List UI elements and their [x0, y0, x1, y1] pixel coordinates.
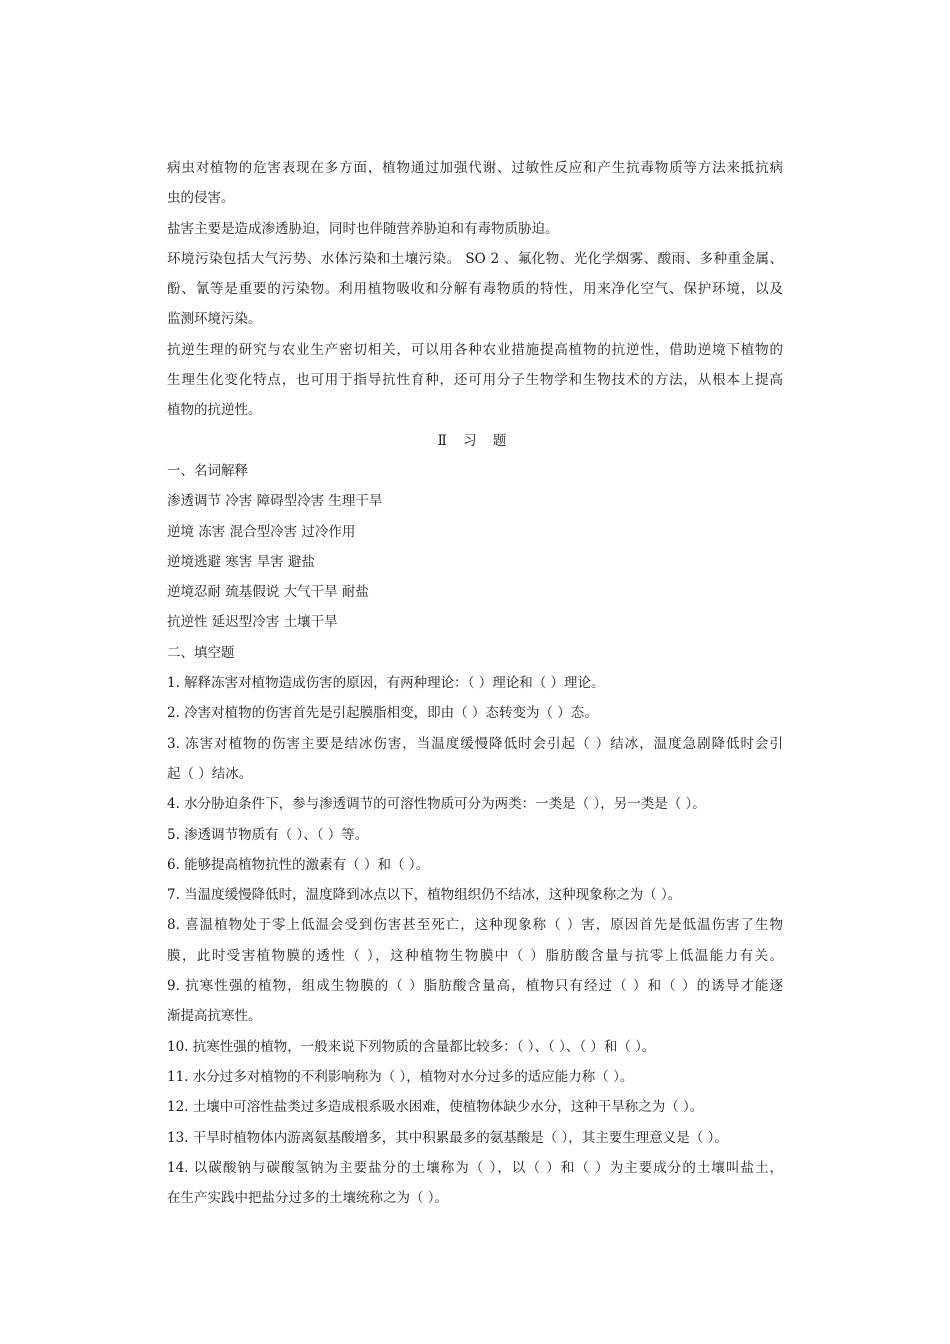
fill-list: [167, 668, 783, 1213]
question-line: 12. 土壤中可溶性盐类过多造成根系吸水困难，使植物体缺少水分，这种干旱称之为（ ）。: [167, 1099, 704, 1116]
terms-line: 逆境 冻害 混合型冷害 过冷作用: [167, 523, 356, 540]
paragraph-line: 环境污染包括大气污势、水体污染和土壤污染。 SO 2 、氟化物、光化学烟雾、酸雨、多种重金属、: [167, 250, 783, 267]
terms-line: 逆境逃避 寒害 旱害 避盐: [167, 553, 315, 570]
paragraph-line: 生理生化变化特点，也可用于指导抗性育种，还可用分子生物学和生物技术的方法，从根本上提高: [167, 372, 783, 389]
question-line: 4. 水分胁迫条件下，参与渗透调节的可溶性物质可分为两类：一类是（ ），另一类是（ ）。: [167, 796, 706, 813]
question-line: 1. 解释冻害对植物造成伤害的原因，有两种理论：（ ）理论和（ ）理论。: [167, 675, 605, 692]
paragraph-line: 抗逆生理的研究与农业生产密切相关，可以用各种农业措施提高植物的抗逆性，借助逆境下植物的: [167, 341, 783, 358]
question-line: 2. 冷害对植物的伤害首先是引起膜脂相变，即由（ ）态转变为（ ）态。: [167, 705, 598, 722]
question-line: 膜，此时受害植物膜的透性（ ），这种植物生物膜中（ ）脂肪酸含量与抗零上低温能力有关。: [167, 947, 783, 964]
question-line: 14. 以碳酸钠与碳酸氢钠为主要盐分的土壤称为（ ），以（ ）和（ ）为主要成分的土壤叫盐土，: [167, 1159, 783, 1176]
question-line: 8. 喜温植物处于零上低温会受到伤害甚至死亡，这种现象称（ ）害，原因首先是低温伤害了生物: [167, 917, 783, 934]
question-line: 7. 当温度缓慢降低时，温度降到冰点以下，植物组织仍不结冰，这种现象称之为（ ）。: [167, 887, 682, 904]
question-line: 11. 水分过多对植物的不利影响称为（ ），植物对水分过多的适应能力称（ ）。: [167, 1068, 634, 1085]
fill-section-title: 二、填空题: [167, 644, 235, 661]
question-line: 3. 冻害对植物的伤害主要是结冰伤害，当温度缓慢降低时会引起（ ）结冰，温度急剧降低时会引: [167, 735, 783, 752]
question-line: 9. 抗寒性强的植物，组成生物膜的（ ）脂肪酸含量高，植物只有经过（ ）和（ ）的诱导才能逐: [167, 978, 783, 995]
question-line: 6. 能够提高植物抗性的激素有（ ）和（ ）。: [167, 856, 430, 873]
terms-line: 渗透调节 冷害 障碍型冷害 生理干旱: [167, 493, 383, 510]
document-page: [167, 153, 783, 1213]
paragraph-line: 盐害主要是造成渗透胁迫，同时也伴随营养胁迫和有毒物质胁迫。: [167, 220, 559, 237]
paragraph-line: 酚、氰等是重要的污染物。利用植物吸收和分解有毒物质的特性，用来净化空气、保护环境，以及: [167, 281, 783, 298]
question-line: 5. 渗透调节物质有（ ）、（ ）等。: [167, 826, 369, 843]
question-line: 13. 干旱时植物体内游离氨基酸增多，其中积累最多的氨基酸是（ ），其主要生理意义是（ ）。: [167, 1129, 728, 1146]
paragraph-line: 植物的抗逆性。: [167, 402, 262, 419]
paragraph-line: 病虫对植物的危害表现在多方面，植物通过加强代谢、过敏性反应和产生抗毒物质等方法来抵抗病: [167, 160, 783, 176]
question-line: 渐提高抗寒性。: [167, 1008, 262, 1025]
terms-line: 逆境忍耐 巯基假说 大气干旱 耐盐: [167, 584, 369, 601]
paragraph-line: 虫的侵害。: [167, 190, 235, 207]
terms-list: [167, 486, 783, 637]
exercise-heading: Ⅱ 习 题: [437, 432, 513, 449]
paragraph-line: 监测环境污染。: [167, 311, 262, 328]
terms-line: 抗逆性 延迟型冷害 土壤干旱: [167, 614, 338, 631]
question-line: 在生产实践中把盐分过多的土壤统称之为（ ）。: [167, 1190, 449, 1207]
question-line: 起（ ）结冰。: [167, 765, 253, 782]
question-line: 10. 抗寒性强的植物，一般来说下列物质的含量都比较多：（ ）、（ ）、（ ）和（ ）。: [167, 1038, 656, 1055]
terms-section-title: 一、名词解释: [167, 462, 248, 479]
intro-section: [167, 153, 783, 426]
